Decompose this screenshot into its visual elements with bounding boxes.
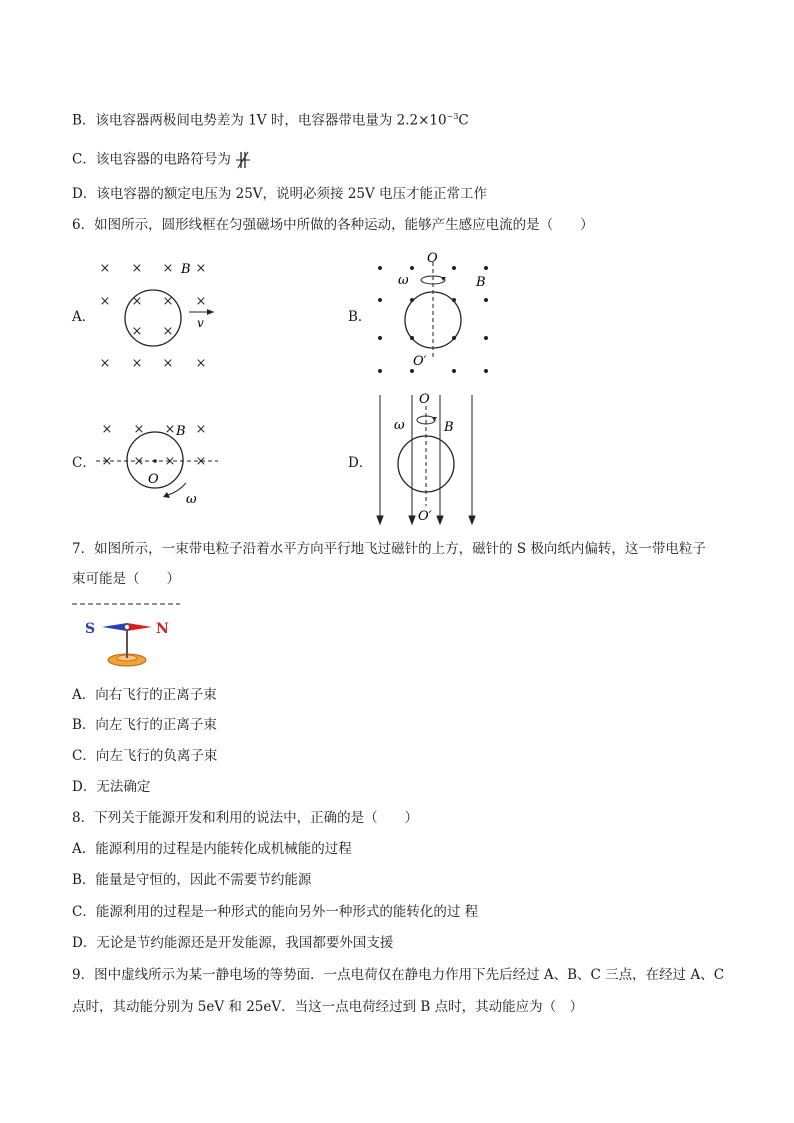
- q6-figure-d: [368, 390, 488, 530]
- q8-option-c: C．能源利用的过程是一种形式的能向另外一种形式的能转化的过 程: [72, 904, 479, 920]
- needle-south-half: [102, 623, 127, 631]
- q7-stem-line2: 束可能是（ ）: [72, 571, 180, 587]
- q5-option-c: C．该电容器的电路符号为: [72, 149, 251, 171]
- svg-text:×: ×: [99, 356, 111, 371]
- fig-d-axis-top-label: O: [419, 392, 430, 407]
- q5-option-d: D．该电容器的额定电压为 25V，说明必须接 25V 电压才能正常工作: [72, 186, 488, 202]
- q6-figure-b: [368, 248, 508, 378]
- fig-a-velocity-label: v: [197, 316, 204, 330]
- svg-text:×: ×: [133, 454, 145, 469]
- fig-b-field-label: B: [476, 275, 486, 290]
- q8-stem: 8．下列关于能源开发和利用的说法中，正确的是（ ）: [72, 810, 419, 826]
- svg-text:×: ×: [133, 422, 145, 437]
- fig-c-omega-label: ω: [186, 492, 197, 507]
- q9-stem-line1: 9．图中虚线所示为某一静电场的等势面．一点电荷仅在静电力作用下先后经过 A、B、C 三点，在经过 A、C: [72, 967, 725, 983]
- svg-text:×: ×: [131, 356, 143, 371]
- fig-b-omega-label: ω: [398, 273, 409, 288]
- q7-option-c: C．向左飞行的负离子束: [72, 748, 218, 764]
- q9-stem-line2: 点时，其动能分别为 5eV 和 25eV．当这一点电荷经过到 B 点时，其动能应为（ ）: [72, 999, 584, 1015]
- capacitor-symbol-icon: [235, 149, 251, 171]
- q7-compass-figure: [72, 596, 192, 674]
- fig-b-axis-top-label: O: [427, 251, 438, 266]
- svg-text:×: ×: [101, 422, 113, 437]
- svg-text:×: ×: [131, 261, 143, 276]
- q8-option-b: B．能量是守恒的，因此不需要节约能源: [72, 872, 312, 888]
- magnet-south-label: S: [85, 621, 96, 637]
- svg-text:×: ×: [195, 294, 207, 309]
- fig-d-axis-bottom-label: O′: [418, 509, 432, 524]
- q7-option-a: A．向右飞行的正离子束: [72, 687, 217, 703]
- svg-text:×: ×: [164, 422, 176, 437]
- q6-label-c: C．: [72, 455, 96, 471]
- svg-text:×: ×: [99, 294, 111, 309]
- q5-charge-unit: C: [458, 112, 469, 129]
- q6-label-d: D．: [348, 455, 373, 471]
- magnet-north-label: N: [156, 621, 169, 637]
- q6-figure-a: [90, 255, 230, 375]
- fig-c-field-label: B: [176, 424, 186, 439]
- svg-text:×: ×: [99, 261, 111, 276]
- svg-text:×: ×: [131, 324, 143, 339]
- fig-d-omega-label: ω: [394, 418, 405, 433]
- svg-text:×: ×: [195, 356, 207, 371]
- q5-charge-value: 2.2×10: [396, 112, 447, 129]
- q7-option-d: D．无法确定: [72, 779, 151, 795]
- q7-stem-line1: 7．如图所示，一束带电粒子沿着水平方向平行地飞过磁针的上方，磁针的 S 极向纸内偏转，这一带电粒子: [72, 541, 706, 557]
- svg-text:×: ×: [195, 261, 207, 276]
- svg-text:×: ×: [195, 422, 207, 437]
- fig-b-axis-bottom-label: O′: [413, 354, 427, 369]
- svg-text:×: ×: [162, 356, 174, 371]
- fig-a-field-label: B: [181, 262, 191, 277]
- fig-c-center-label: O: [148, 472, 159, 487]
- q6-figure-c: [90, 415, 230, 515]
- svg-text:×: ×: [101, 454, 113, 469]
- svg-text:×: ×: [195, 454, 207, 469]
- q5-charge-exponent: −3: [446, 112, 459, 121]
- q8-option-a: A．能源利用的过程是内能转化成机械能的过程: [72, 841, 352, 857]
- svg-text:×: ×: [131, 294, 143, 309]
- q6-label-b: B．: [348, 309, 372, 325]
- svg-text:×: ×: [162, 261, 174, 276]
- q6-label-a: A．: [72, 309, 96, 325]
- q8-option-d: D．无论是节约能源还是开发能源，我国都要外国支援: [72, 935, 394, 951]
- svg-text:×: ×: [164, 454, 176, 469]
- svg-text:×: ×: [162, 324, 174, 339]
- q6-stem: 6．如图所示，圆形线框在匀强磁场中所做的各种运动，能够产生感应电流的是（ ）: [72, 217, 594, 233]
- q7-option-b: B．向左飞行的正离子束: [72, 717, 217, 733]
- q5-option-b: B．该电容器两极间电势差为 1V 时，电容器带电量为 $2.2\times 10^{-3}C$: [72, 112, 469, 129]
- needle-north-half: [127, 623, 152, 631]
- svg-text:×: ×: [162, 294, 174, 309]
- fig-d-field-label: B: [444, 420, 454, 435]
